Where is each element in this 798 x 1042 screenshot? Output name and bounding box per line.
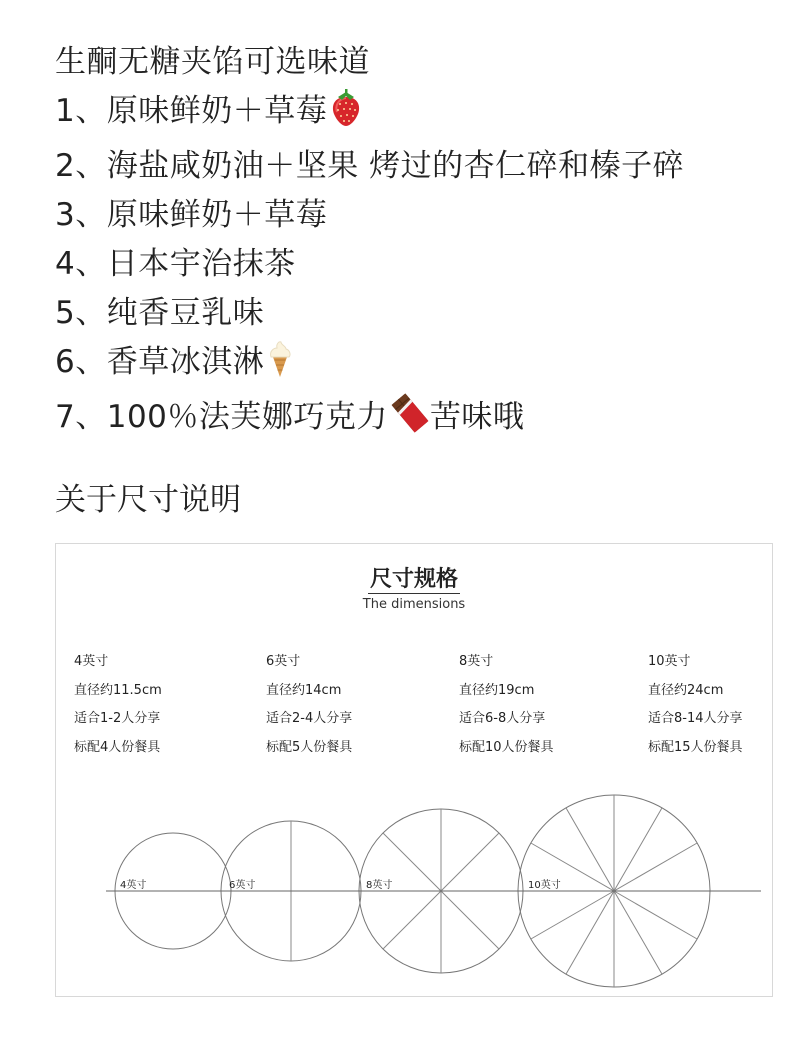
size-label: 10英寸 (648, 654, 691, 669)
size-section-heading: 关于尺寸说明 (55, 482, 241, 518)
slice-line (566, 891, 614, 974)
flavor-item-6 (55, 338, 785, 393)
flavor-item-text: 1、原味鲜奶＋草莓 (55, 93, 328, 129)
chocolate-icon (390, 393, 430, 448)
slice-line (531, 891, 614, 939)
size-diameter: 直径约11.5cm (74, 682, 162, 698)
slice-line (614, 891, 662, 974)
size-spec-card (55, 543, 773, 997)
size-serves: 适合1-2人分享 (74, 711, 161, 726)
strawberry-icon (329, 89, 363, 142)
size-diameter: 直径约14cm (266, 682, 342, 698)
flavor-item-2: 2、海盐咸奶油＋坚果 烤过的杏仁碎和榛子碎 (55, 148, 685, 184)
slice-line (441, 833, 499, 891)
slice-line (614, 808, 662, 891)
slice-line (383, 891, 441, 949)
flavor-item-7 (55, 393, 785, 448)
ice-cream-icon (266, 340, 294, 393)
flavor-item-text: 6、香草冰淇淋 (55, 344, 265, 380)
circle-label-8in: 8英寸 (366, 880, 393, 891)
size-serves: 适合8-14人分享 (648, 711, 743, 726)
size-tableware: 标配15人份餐具 (648, 739, 743, 755)
size-tableware: 标配4人份餐具 (74, 739, 161, 755)
size-serves: 适合6-8人分享 (459, 711, 546, 726)
flavor-heading: 生酮无糖夹馅可选味道 (55, 44, 370, 80)
flavor-item-suffix: 苦味哦 (429, 399, 525, 435)
size-diameter: 直径约24cm (648, 682, 724, 698)
size-serves: 适合2-4人分享 (266, 711, 353, 726)
flavor-item-1 (55, 87, 785, 142)
slice-line (441, 891, 499, 949)
cake-size-diagram (56, 544, 772, 996)
flavor-item-text: 7、100％法芙娜巧克力 (55, 399, 388, 435)
card-title: 尺寸规格 (369, 567, 458, 592)
circle-label-10in: 10英寸 (528, 880, 561, 891)
circle-label-4in: 4英寸 (120, 880, 147, 891)
flavor-item-3: 3、原味鲜奶＋草莓 (55, 197, 328, 233)
size-diameter: 直径约19cm (459, 682, 535, 698)
flavor-item-4: 4、日本宇治抹茶 (55, 246, 296, 282)
slice-line (614, 843, 697, 891)
size-tableware: 标配10人份餐具 (459, 739, 554, 755)
slice-line (566, 808, 614, 891)
slice-line (614, 891, 697, 939)
circle-label-6in: 6英寸 (229, 880, 256, 891)
size-label: 4英寸 (74, 654, 109, 669)
size-label: 6英寸 (266, 654, 301, 669)
flavor-item-5: 5、纯香豆乳味 (55, 295, 265, 331)
size-tableware: 标配5人份餐具 (266, 739, 353, 755)
size-label: 8英寸 (459, 654, 494, 669)
card-subtitle: The dimensions (362, 597, 466, 612)
post-body (55, 38, 785, 448)
